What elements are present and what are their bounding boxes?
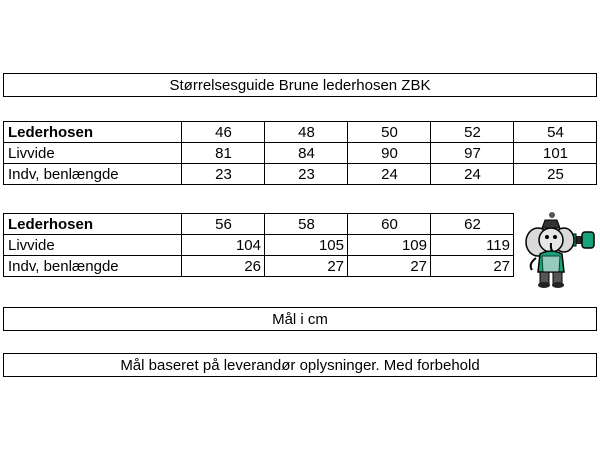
row-label: Indv, benlængde (4, 164, 182, 185)
table-cell: 23 (182, 164, 265, 185)
row-label: Livvide (4, 235, 182, 256)
elephant-mascot-icon (520, 210, 600, 290)
unit-note: Mål i cm (3, 307, 597, 331)
table-cell: 27 (265, 256, 348, 277)
table-cell: 119 (431, 235, 514, 256)
table-row (4, 122, 597, 143)
table-cell: 56 (182, 214, 265, 235)
table-cell: 109 (348, 235, 431, 256)
table-cell: 27 (348, 256, 431, 277)
table-cell: 54 (514, 122, 597, 143)
table-cell: 105 (265, 235, 348, 256)
row-label: Livvide (4, 143, 182, 164)
table-cell: 84 (265, 143, 348, 164)
table-row (4, 143, 597, 164)
size-table-1 (3, 121, 597, 185)
table-row (4, 235, 514, 256)
table-cell: 97 (431, 143, 514, 164)
table-cell: 101 (514, 143, 597, 164)
table-cell: 24 (348, 164, 431, 185)
table-cell: 60 (348, 214, 431, 235)
table-cell: 104 (182, 235, 265, 256)
table-cell: 46 (182, 122, 265, 143)
row-label: Indv, benlængde (4, 256, 182, 277)
size-table-2 (3, 213, 514, 277)
table-cell: 50 (348, 122, 431, 143)
table-row (4, 214, 514, 235)
table-row (4, 256, 514, 277)
table-cell: 52 (431, 122, 514, 143)
disclaimer-note: Mål baseret på leverandør oplysninger. Med forbehold (3, 353, 597, 377)
table-cell: 48 (265, 122, 348, 143)
table-row (4, 164, 597, 185)
table-cell: 25 (514, 164, 597, 185)
row-label: Lederhosen (4, 122, 182, 143)
table-cell: 90 (348, 143, 431, 164)
table-cell: 26 (182, 256, 265, 277)
table-cell: 24 (431, 164, 514, 185)
table-cell: 58 (265, 214, 348, 235)
table-cell: 27 (431, 256, 514, 277)
table-cell: 23 (265, 164, 348, 185)
row-label: Lederhosen (4, 214, 182, 235)
table-cell: 62 (431, 214, 514, 235)
size-guide-title: Størrelsesguide Brune lederhosen ZBK (3, 73, 597, 97)
table-cell: 81 (182, 143, 265, 164)
